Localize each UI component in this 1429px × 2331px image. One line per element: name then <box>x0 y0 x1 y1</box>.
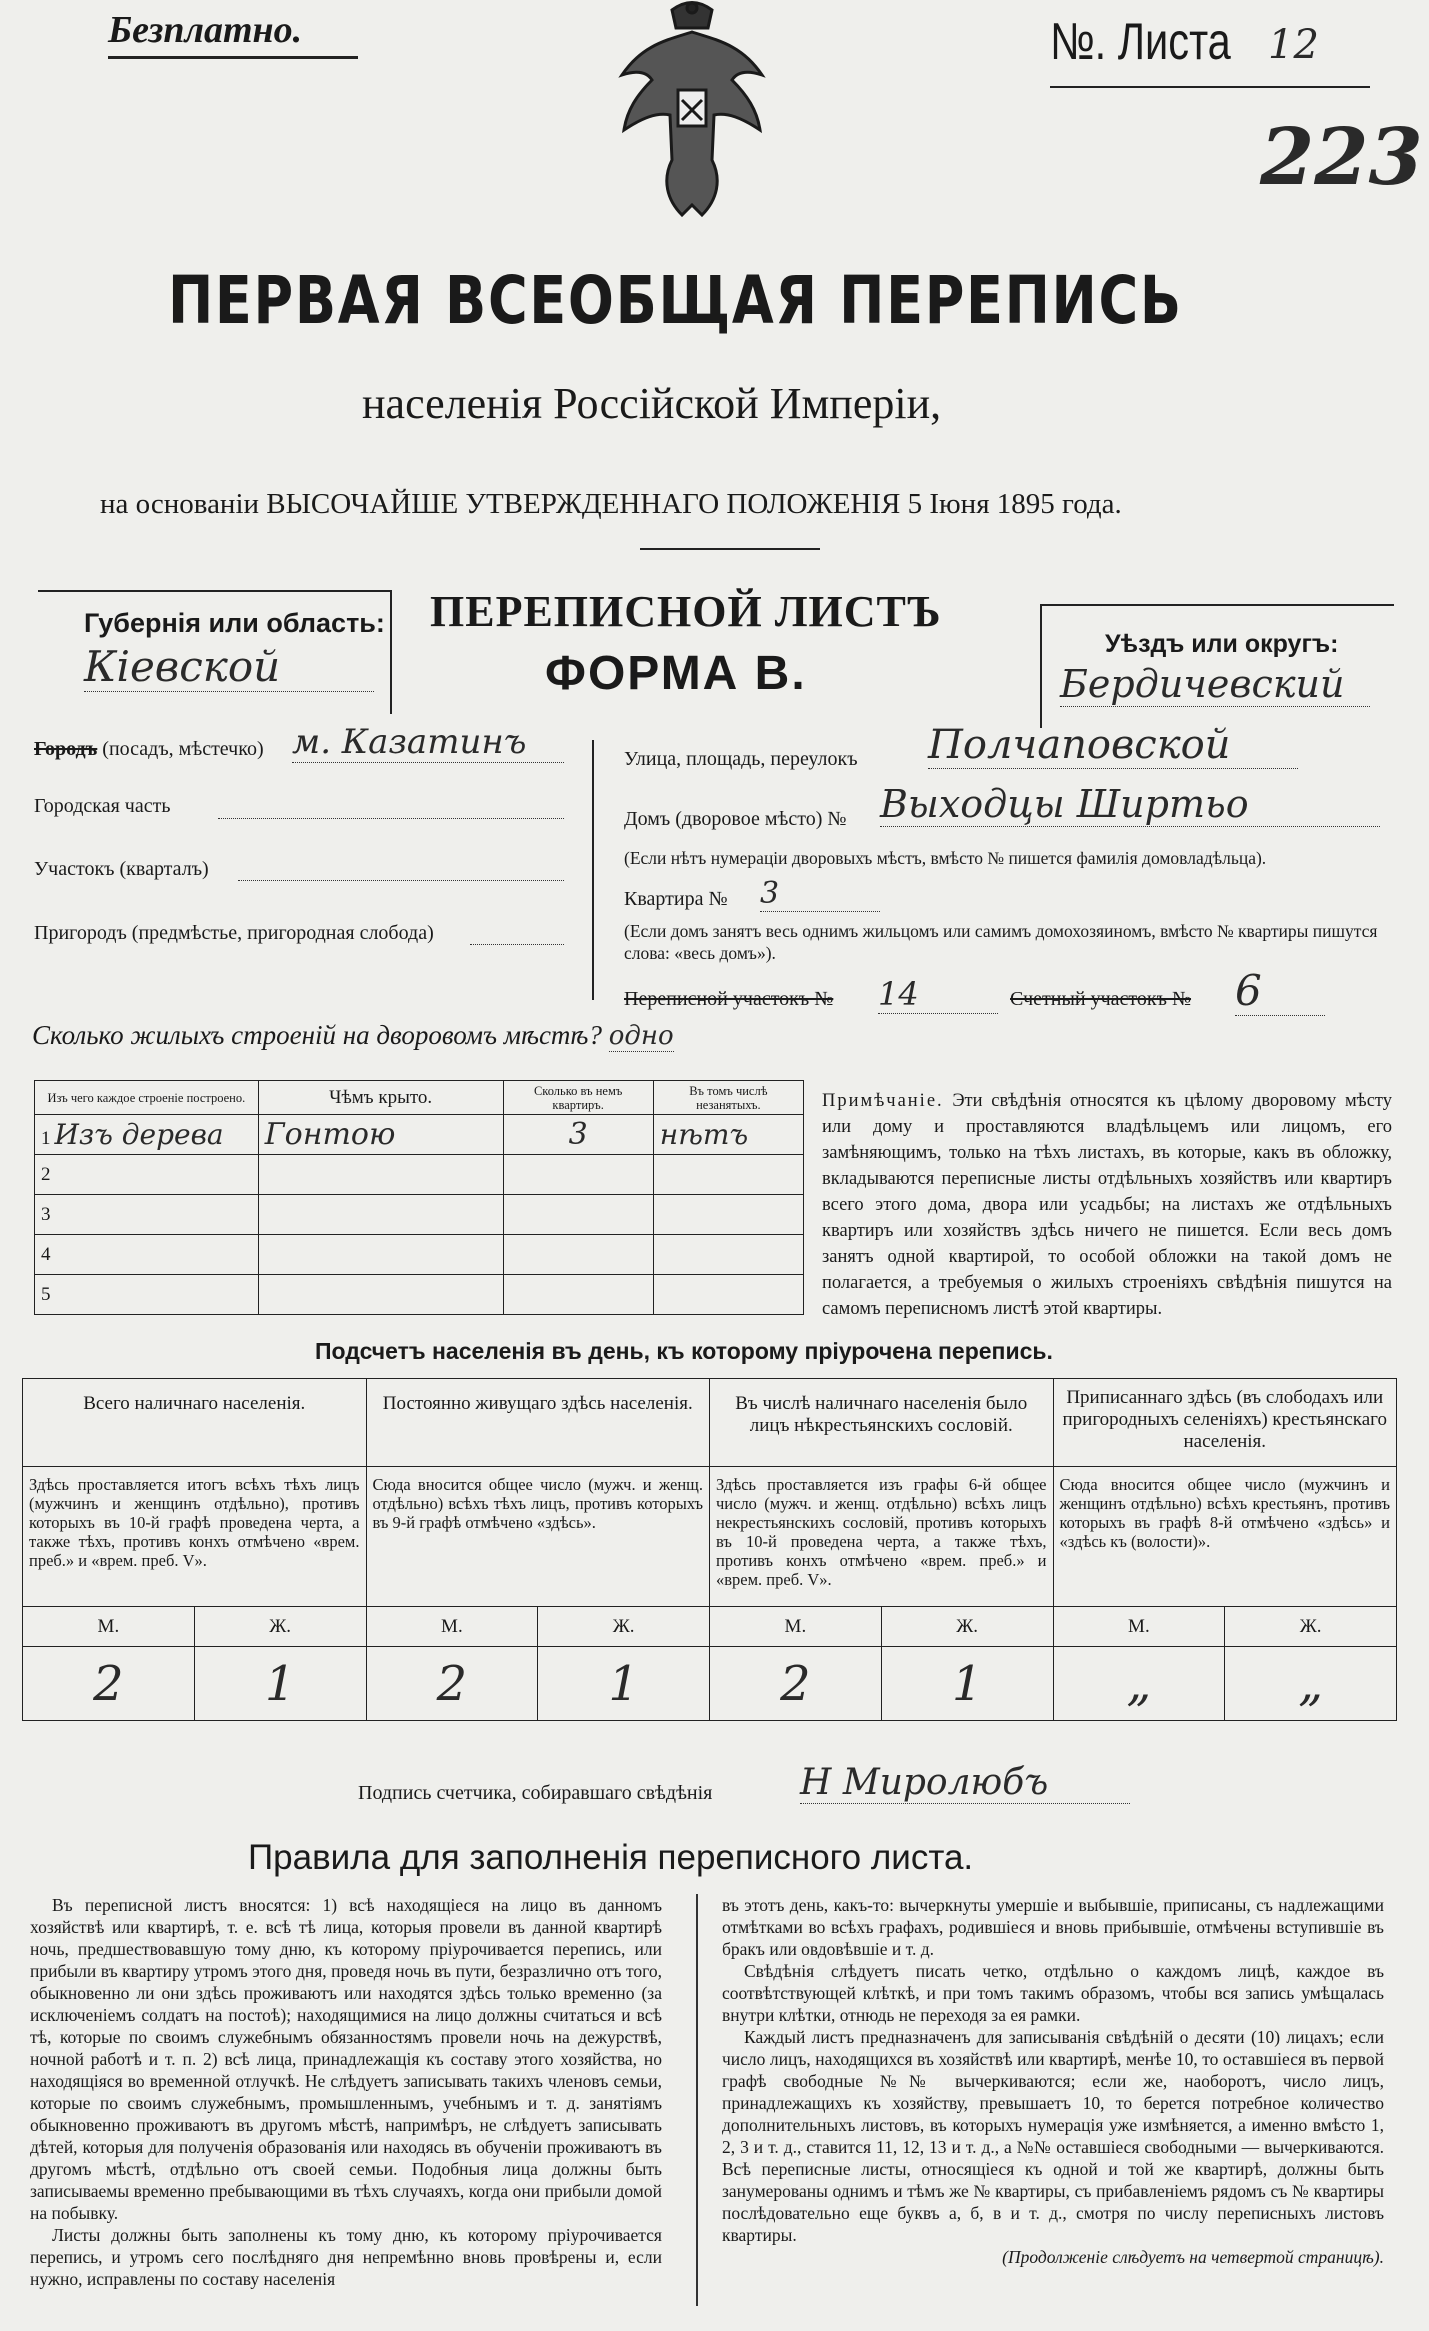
buildings-material-cell <box>35 1195 259 1235</box>
buildings-material-cell <box>35 1155 259 1195</box>
city-part-line <box>218 818 564 819</box>
count-precinct-value: 6 <box>1235 966 1325 1016</box>
apartments-cell <box>503 1275 653 1315</box>
vacant-cell <box>653 1275 803 1315</box>
signature-value: Н Миролюбъ <box>800 1762 1130 1804</box>
m-label: М. <box>1053 1607 1225 1647</box>
signature-label: Подпись счетчика, собиравшаго свѣдѣнія <box>358 1782 713 1804</box>
buildings-question-text: Сколько жилыхъ строеній на дворовомъ мѣстѣ? <box>32 1020 602 1050</box>
free-label: Безплатно. <box>108 9 303 51</box>
apartments-cell <box>503 1195 653 1235</box>
population-head-0: Всего наличнаго населенія. <box>23 1379 367 1467</box>
m-label: М. <box>710 1607 882 1647</box>
rules-title: Правила для заполненія переписного листа. <box>248 1838 974 1877</box>
province-value: Кіевской <box>84 642 374 692</box>
province-label: Губернія или область: <box>84 608 385 638</box>
city-label <box>34 738 264 761</box>
count-m-1: 2 <box>366 1647 538 1721</box>
f-label: Ж. <box>1225 1607 1397 1647</box>
buildings-note-title: Примѣчаніе. <box>822 1091 944 1111</box>
buildings-note-text: Эти свѣдѣнія относятся къ цѣлому дворовому мѣсту или дому и проставляются владѣльцемъ или лицомъ, его замѣняющимъ, только на тѣхъ листахъ, въ которые, какъ въ обложку, вкладываются переписные листы отдѣльныхъ хозяйствъ или квартиръ всего этого дома, двора или усадьбы; на листахъ же отдѣльныхъ квартиръ или хозяйствъ здѣсь ничего не пишется. Если весь домъ занятъ одной квартирой, то особой обложки на такой домъ не полагается, а требуемыя о жилыхъ строеніяхъ свѣдѣнія пишутся на самомъ переписномъ листѣ этой квартиры. <box>822 1091 1392 1319</box>
city-label-rest: (посадъ, мѣстечко) <box>102 738 264 760</box>
roof-cell <box>258 1275 503 1315</box>
house-label: Домъ (дворовое мѣсто) № <box>624 808 847 830</box>
basis-rule <box>640 548 820 550</box>
house-value: Выходцы Ширтьо <box>880 782 1380 827</box>
population-table <box>22 1378 1397 1721</box>
row-number: 2 <box>41 1163 51 1185</box>
vacant-cell <box>653 1235 803 1275</box>
roof-value: Гонтою <box>258 1115 503 1155</box>
count-f-1: 1 <box>538 1647 710 1721</box>
row-number: 4 <box>41 1243 51 1265</box>
uezd-value: Бердичевский <box>1060 662 1370 707</box>
house-note: (Если нѣтъ нумераціи дворовыхъ мѣстъ, вмѣсто № пишется фамилія домовладѣльца). <box>624 848 1267 868</box>
population-desc-1: Сюда вносится общее число (мужч. и женщ. отдѣльно) всѣхъ тѣхъ лицъ, противъ которыхъ въ 9-й графѣ отмѣчено «здѣсь». <box>366 1467 710 1607</box>
rules-right-column <box>722 1894 1384 2268</box>
sheet-number-hand: 12 <box>1268 22 1319 68</box>
roof-cell <box>258 1195 503 1235</box>
buildings-note <box>822 1088 1392 1322</box>
table-row <box>35 1195 804 1235</box>
sheet-number-underline <box>1050 86 1370 88</box>
vacant-value: нѣтъ <box>653 1115 803 1155</box>
population-head-3: Приписаннаго здѣсь (въ слободахъ или пригородныхъ селеніяхъ) крестьянскаго населенія. <box>1053 1379 1397 1467</box>
buildings-material-cell <box>35 1275 259 1315</box>
uezd-label: Уѣздъ или округъ: <box>1105 630 1339 658</box>
city-part-label: Городская часть <box>34 795 171 817</box>
corner-number-hand: 223 <box>1260 112 1423 203</box>
material-value: Изъ дерева <box>54 1118 224 1151</box>
page-subtitle: населенія Россійской Имперіи, <box>362 379 942 428</box>
buildings-answer: одно <box>608 1021 674 1051</box>
m-label: М. <box>366 1607 538 1647</box>
table-row <box>35 1115 804 1155</box>
count-m-2: 2 <box>710 1647 882 1721</box>
suburb-line <box>470 944 564 945</box>
buildings-question <box>32 1020 674 1051</box>
form-name-line2: ФОРМА В. <box>545 647 807 700</box>
table-row <box>35 1155 804 1195</box>
buildings-header-apartments: Сколько въ немъ квартиръ. <box>503 1081 653 1115</box>
district-line <box>238 880 564 881</box>
buildings-material-cell <box>35 1115 259 1155</box>
rules-right-text2: Свѣдѣнія слѣдуетъ писать четко, отдѣльно о каждомъ лицѣ, каждое въ соотвѣтствующей клѣткѣ, и при томъ такимъ образомъ, чтобы вся запись умѣщалась внутри клѣтки, отнюдь не переходя за ея рамки. <box>722 1961 1384 2025</box>
page-title: ПЕРВАЯ ВСЕОБЩАЯ ПЕРЕПИСЬ <box>168 262 1183 339</box>
f-label: Ж. <box>194 1607 366 1647</box>
count-f-3: „ <box>1225 1647 1397 1721</box>
apartment-note: (Если домъ занятъ весь однимъ жильцомъ или самимъ домохозяиномъ, вмѣсто № квартиры пишутся слова: «весь домъ»). <box>624 921 1378 963</box>
f-label: Ж. <box>881 1607 1053 1647</box>
count-m-0: 2 <box>23 1647 195 1721</box>
row-number: 5 <box>41 1283 51 1305</box>
buildings-material-cell <box>35 1235 259 1275</box>
f-label: Ж. <box>538 1607 710 1647</box>
roof-cell <box>258 1235 503 1275</box>
rules-left-column <box>30 1894 662 2290</box>
buildings-table <box>34 1080 804 1315</box>
sheet-number-label: №. Листа <box>1050 13 1231 71</box>
population-desc-0: Здѣсь проставляется итогъ всѣхъ тѣхъ лицъ (мужчинъ и женщинъ отдѣльно), противъ которыхъ въ 10-й графѣ проведена черта, а также тѣхъ, противъ конхъ отмѣчено «врем. преб.» и «врем. преб. V». <box>23 1467 367 1607</box>
buildings-header-vacant: Въ томъ числѣ незанятыхъ. <box>653 1081 803 1115</box>
population-desc-3: Сюда вносится общее число (мужчинъ и женщинъ отдѣльно) всѣхъ крестьянъ, противъ которыхъ въ графѣ 8-й отмѣчено «здѣсь» и «здѣсь къ (волости)». <box>1053 1467 1397 1607</box>
apartments-cell <box>503 1155 653 1195</box>
rules-divider <box>696 1894 698 2306</box>
form-name-line1: ПЕРЕПИСНОЙ ЛИСТЪ <box>430 587 942 636</box>
rules-left-text2: Листы должны быть заполнены къ тому дню, къ которому пріурочивается перепись, и утромъ сего послѣдняго дня непремѣнно вновь провѣрены и, если нужно, исправлены по составу населенія <box>30 2225 662 2289</box>
census-precinct-value: 14 <box>878 975 998 1014</box>
table-row <box>35 1275 804 1315</box>
count-f-0: 1 <box>194 1647 366 1721</box>
coat-of-arms-icon <box>612 0 772 225</box>
table-row <box>35 1235 804 1275</box>
population-head-2: Въ числѣ наличнаго населенія было лицъ нѣкрестьянскихъ сословій. <box>710 1379 1054 1467</box>
buildings-header-material: Изъ чего каждое строеніе построено. <box>35 1081 259 1115</box>
vacant-cell <box>653 1155 803 1195</box>
population-desc-2: Здѣсь проставляется изъ графы 6-й общее число (мужч. и женщ. отдѣльно) всѣхъ лицъ некрестьянскихъ сословій, противъ которыхъ въ 10-й проведена черта, а также тѣхъ, противъ конхъ отмѣчено «врем. преб.» и «врем. преб. V». <box>710 1467 1054 1607</box>
buildings-header-roof: Чѣмъ крыто. <box>258 1081 503 1115</box>
census-precinct-label: Переписной участокъ № <box>624 988 834 1010</box>
city-label-struck: Городъ <box>34 738 98 760</box>
apartments-cell <box>503 1235 653 1275</box>
count-m-3: „ <box>1053 1647 1225 1721</box>
address-divider <box>592 740 594 1000</box>
apartment-value: 3 <box>760 876 880 912</box>
count-precinct-label: Счетный участокъ № <box>1010 988 1192 1010</box>
apartment-label: Квартира № <box>624 888 728 910</box>
rules-right-text1: въ этотъ день, какъ-то: вычеркнуты умершіе и выбывшіе, приписаны, съ надлежащими отмѣтками во всѣхъ графахъ, родившіеся и вновь прибывшіе, отмѣчены вступившіе въ бракъ или овдовѣвшіе и т. д. <box>722 1895 1384 1959</box>
population-title: Подсчетъ населенія въ день, къ которому пріурочена перепись. <box>315 1338 1053 1364</box>
rules-left-text: Въ переписной листъ вносятся: 1) всѣ находящіеся на лицо въ данномъ хозяйствѣ или квартирѣ, т. е. всѣ тѣ лица, которыя провели въ данной квартирѣ ночь, предшествовавшую тому дню, къ которому пріурочивается перепись, или прибыли въ квартиру утромъ этого дня, проведя ночь въ пути, безразлично отъ того, обыкновенно ли они здѣсь проживаютъ или находятся здѣсь только временно (за исключеніемъ солдатъ на постоѣ); находящимися на лицо должны считаться и всѣ тѣ, которые по своимъ служебнымъ обязанностямъ провели ночь на дежурствѣ, ночной работѣ и т. п. 2) всѣ лица, принадлежащія къ составу этого хозяйства, но находящіяся во временной отлучкѣ. Не слѣдуетъ записывать такихъ членовъ семьи, которые по своимъ служебнымъ, промышленнымъ, учебнымъ и т. д. занятіямъ обыкновенно проживаютъ въ другомъ мѣстѣ, напримѣръ, не слѣдуетъ записывать дѣтей, которыя для полученія образованія или находясь въ обученіи проживаютъ въ другомъ мѣстѣ, отдѣльно отъ своей семьи. Подобныя лица должны быть записываемы временно пребывающими въ тѣхъ случаяхъ, когда они прибыли домой на побывку. <box>30 1895 662 2223</box>
street-label: Улица, площадь, переулокъ <box>624 748 858 770</box>
apartments-value: 3 <box>503 1115 653 1155</box>
m-label: М. <box>23 1607 195 1647</box>
rules-right-text3: Каждый листъ предназначенъ для записыванія свѣдѣній о десяти (10) лицахъ; если число лицъ, находящихся въ хозяйствѣ или квартирѣ, менѣе 10, то оставшіеся въ первой графѣ свободные №№ вычеркиваются; если же, наоборотъ, число лицъ, принадлежащихъ къ хозяйству, превышаетъ 10, то берется потребное количество дополнительныхъ листовъ, въ которыхъ нумерація уже измѣняется, а именно вмѣсто 1, 2, 3 и т. д., ставится 11, 12, 13 и т. д., а №№ оставшіеся свободными — вычеркиваются. Всѣ переписные листы, относящіеся къ одной и той же квартирѣ, должны быть занумерованы однимъ и тѣмъ же № квартиры, съ прибавленіемъ рядомъ съ № квартиры послѣдовательно еще буквъ а, б, в и т. д., смотря по числу переписныхъ листовъ квартиры. <box>722 2027 1384 2245</box>
roof-cell <box>258 1155 503 1195</box>
vacant-cell <box>653 1195 803 1235</box>
row-number: 3 <box>41 1203 51 1225</box>
suburb-label: Пригородъ (предмѣстье, пригородная слобода) <box>34 922 434 944</box>
population-head-1: Постоянно живущаго здѣсь населенія. <box>366 1379 710 1467</box>
rules-continuation: (Продолженіе слѣдуетъ на четвертой страницѣ). <box>1002 2247 1384 2267</box>
row-number: 1 <box>41 1128 51 1149</box>
count-f-2: 1 <box>881 1647 1053 1721</box>
basis-line: на основаніи ВЫСОЧАЙШЕ УТВЕРЖДЕННАГО ПОЛОЖЕНІЯ 5 Іюня 1895 года. <box>100 488 1122 520</box>
district-label: Участокъ (кварталъ) <box>34 858 209 880</box>
free-underline <box>108 56 358 59</box>
city-value: м. Казатинъ <box>292 722 564 763</box>
street-value: Полчаповской <box>928 722 1298 769</box>
